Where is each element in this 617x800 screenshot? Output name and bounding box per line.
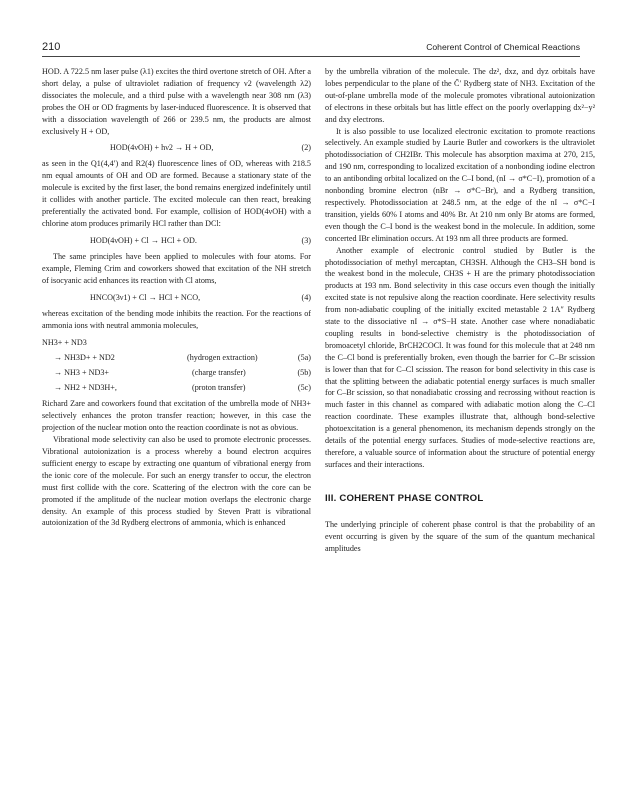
header-rule — [42, 56, 580, 57]
equation-number: (2) — [301, 143, 311, 153]
equation-number: (3) — [301, 235, 311, 245]
equation-4 — [42, 290, 311, 306]
equation-number: (5b) — [297, 368, 311, 378]
equation-expression: → NH2 + ND3H+, — [54, 383, 117, 393]
running-title: Coherent Control of Chemical Reactions — [426, 42, 580, 52]
right-column — [325, 66, 595, 554]
paragraph: as seen in the Q1(4,4′) and R2(4) fluorescence lines of OD, whereas with 218.5 nm equal amounts of OH and OD are formed. Because a stationary state of the molecule is excited by the first laser, the bond remains energized indefinitely until it collides with another particle. The excited molecule can then react, breaking preferentially the activated bond. For example, collision of HOD(4νOH) with a chlorine atom produces primarily HCl rather than DCl: — [42, 159, 311, 228]
equation-number: (5a) — [297, 353, 311, 363]
equation-3 — [42, 233, 311, 249]
equation-5a — [42, 350, 311, 365]
equation-expression: → NH3D+ + ND2 — [54, 353, 115, 363]
paragraph: The underlying principle of coherent phase control is that the probability of an event occurring is given by the square of the sum of the quantum mechanical amplitudes — [325, 519, 595, 553]
section-heading: III. COHERENT PHASE CONTROL — [325, 492, 484, 504]
equation-number: (5c) — [297, 383, 311, 393]
left-column — [42, 66, 311, 529]
equation-expression: HNCO(3ν1) + Cl → HCl + NCO, — [90, 292, 201, 302]
page-number: 210 — [42, 41, 61, 53]
paragraph: The same principles have been applied to molecules with four atoms. For example, Fleming Crim and coworkers showed that excitation of the NH stretch of isocyanic acid enhances its reaction with Cl atoms, — [42, 251, 311, 285]
paragraph: HOD. A 722.5 nm laser pulse (λ1) excites the third overtone stretch of OH. After a short delay, a pulse of ultraviolet radiation of frequency ν2 (wavelength λ2) dissociates the molecule, and a third pulse with a wavelength near 308 nm (λ3) probes the OH or OD fragments by laser-induced fluorescence. It is observed that with a dissociation wavelength of 266 or 239.5 nm, the products are almost exclusively H + OD, — [42, 67, 311, 136]
equation-5b — [42, 365, 311, 380]
paragraph: Richard Zare and coworkers found that excitation of the umbrella mode of NH3+ selectively enhances the proton transfer reaction; however, in this case the projection of the nuclear motion onto the reaction coordinate is not as obvious. — [42, 399, 311, 433]
equation-5-head — [42, 335, 311, 350]
page-header — [42, 41, 580, 57]
equation-5c — [42, 380, 311, 395]
equation-2 — [42, 140, 311, 156]
equation-expression: HOD(4νOH) + Cl → HCl + OD. — [90, 235, 197, 245]
paragraph: It is also possible to use localized electronic excitation to promote reactions selectively. An example studied by Laurie Butler and coworkers is the ultraviolet photodissociation of CH2IBr. This molecule has absorption maxima at 270, 215, and 190 nm, corresponding to localized excitation of a nonbonding iodine electron to an antibonding orbital localized on the C–I bond, (nI → σ*C−I), promotion of a nonbonding bromine electron (nBr → σ*C−Br), and a Rydberg transition, respectively. Photodissociation at 248.5 nm, at the edge of the nI → σ*C−I transition, yields 60% I atoms and 40% Br. At 210 nm only Br atoms are formed, even though the C–I bond is the weakest bond in the molecule. In addition, some concerted IBr elimination occurs. At 193 nm all three products are formed. — [325, 126, 595, 243]
equation-number: (4) — [301, 292, 311, 302]
paragraph: Another example of electronic control studied by Butler is the photodissociation of methyl mercaptan, CH3SH. Although the CH3–SH bond is the weakest bond in the molecule, CH3S + H are the primary photodissociation products at 193 nm. Bond selectivity in this case occurs even though the initially excited state is not repulsive along the reaction coordinate. Here selectivity results from non-adiabatic coupling of the initially excited metastable 2 1A″ Rydberg state to the dissociative nI → σ*S−H state. Another case where nonadiabatic coupling results in bond-selective chemistry is the photodissociation of bromoacetyl chloride, BrCH2COCl. It was found for this molecule that at 248 nm the C–Cl bond is preferentially broken, even though the barrier for C–Br scission is lower than that for C–Cl scission. The reason for bond selectivity in this case is that the splitting between the adiabatic potential energy surfaces is much smaller for C–Br scission, so that nonadiabatic crossing and recrossing without reaction is much faster in this channel as compared with adiabatic motion along the C–Cl reaction coordinate. These examples illustrate that, although bond-selective photoexcitation is a general phenomenon, its mechanism depends strongly on the details of the potential energy surfaces. Studies of mode-selective reactions are, therefore, a valuable source of information about the structure of potential energy surfaces and their interactions. — [325, 245, 595, 469]
paragraph: whereas excitation of the bending mode inhibits the reaction. For the reactions of ammonia ions with neutral ammonia molecules, — [42, 308, 311, 330]
equation-expression: HOD(4νOH) + hν2 → H + OD, — [110, 143, 214, 153]
paragraph: Vibrational mode selectivity can also be used to promote electronic processes. Vibrational autoionization is a process whereby a bound electron acquires sufficient energy to escape by extracting one quantum of vibrational energy from the ionic core of the molecule. For such an energy transfer to occur, the electron must first collide with the core. Scattering of the electron with the core can be promoted if the amplitude of the nuclear motion overlaps the electronic charge density. An example of this process studied by Steven Pratt is vibrational autoionization of the 3d Rydberg electrons of ammonia, which is enhanced — [42, 435, 311, 528]
equation-expression: NH3+ + ND3 — [42, 338, 87, 348]
equation-label: (charge transfer) — [192, 368, 246, 378]
equation-label: (proton transfer) — [192, 383, 246, 393]
paragraph: by the umbrella vibration of the molecule. The dz², dxz, and dyz orbitals have lobes perpendicular to the plane of the C̃′ Rydberg state of NH3. Excitation of the out-of-plane umbrella mode of the molecule promotes vibrational autoionization of electrons in these orbitals but has little effect on the poorly overlapping dx²−y² and dxy electrons. — [325, 67, 595, 124]
equation-expression: → NH3 + ND3+ — [54, 368, 109, 378]
equation-label: (hydrogen extraction) — [187, 353, 258, 363]
